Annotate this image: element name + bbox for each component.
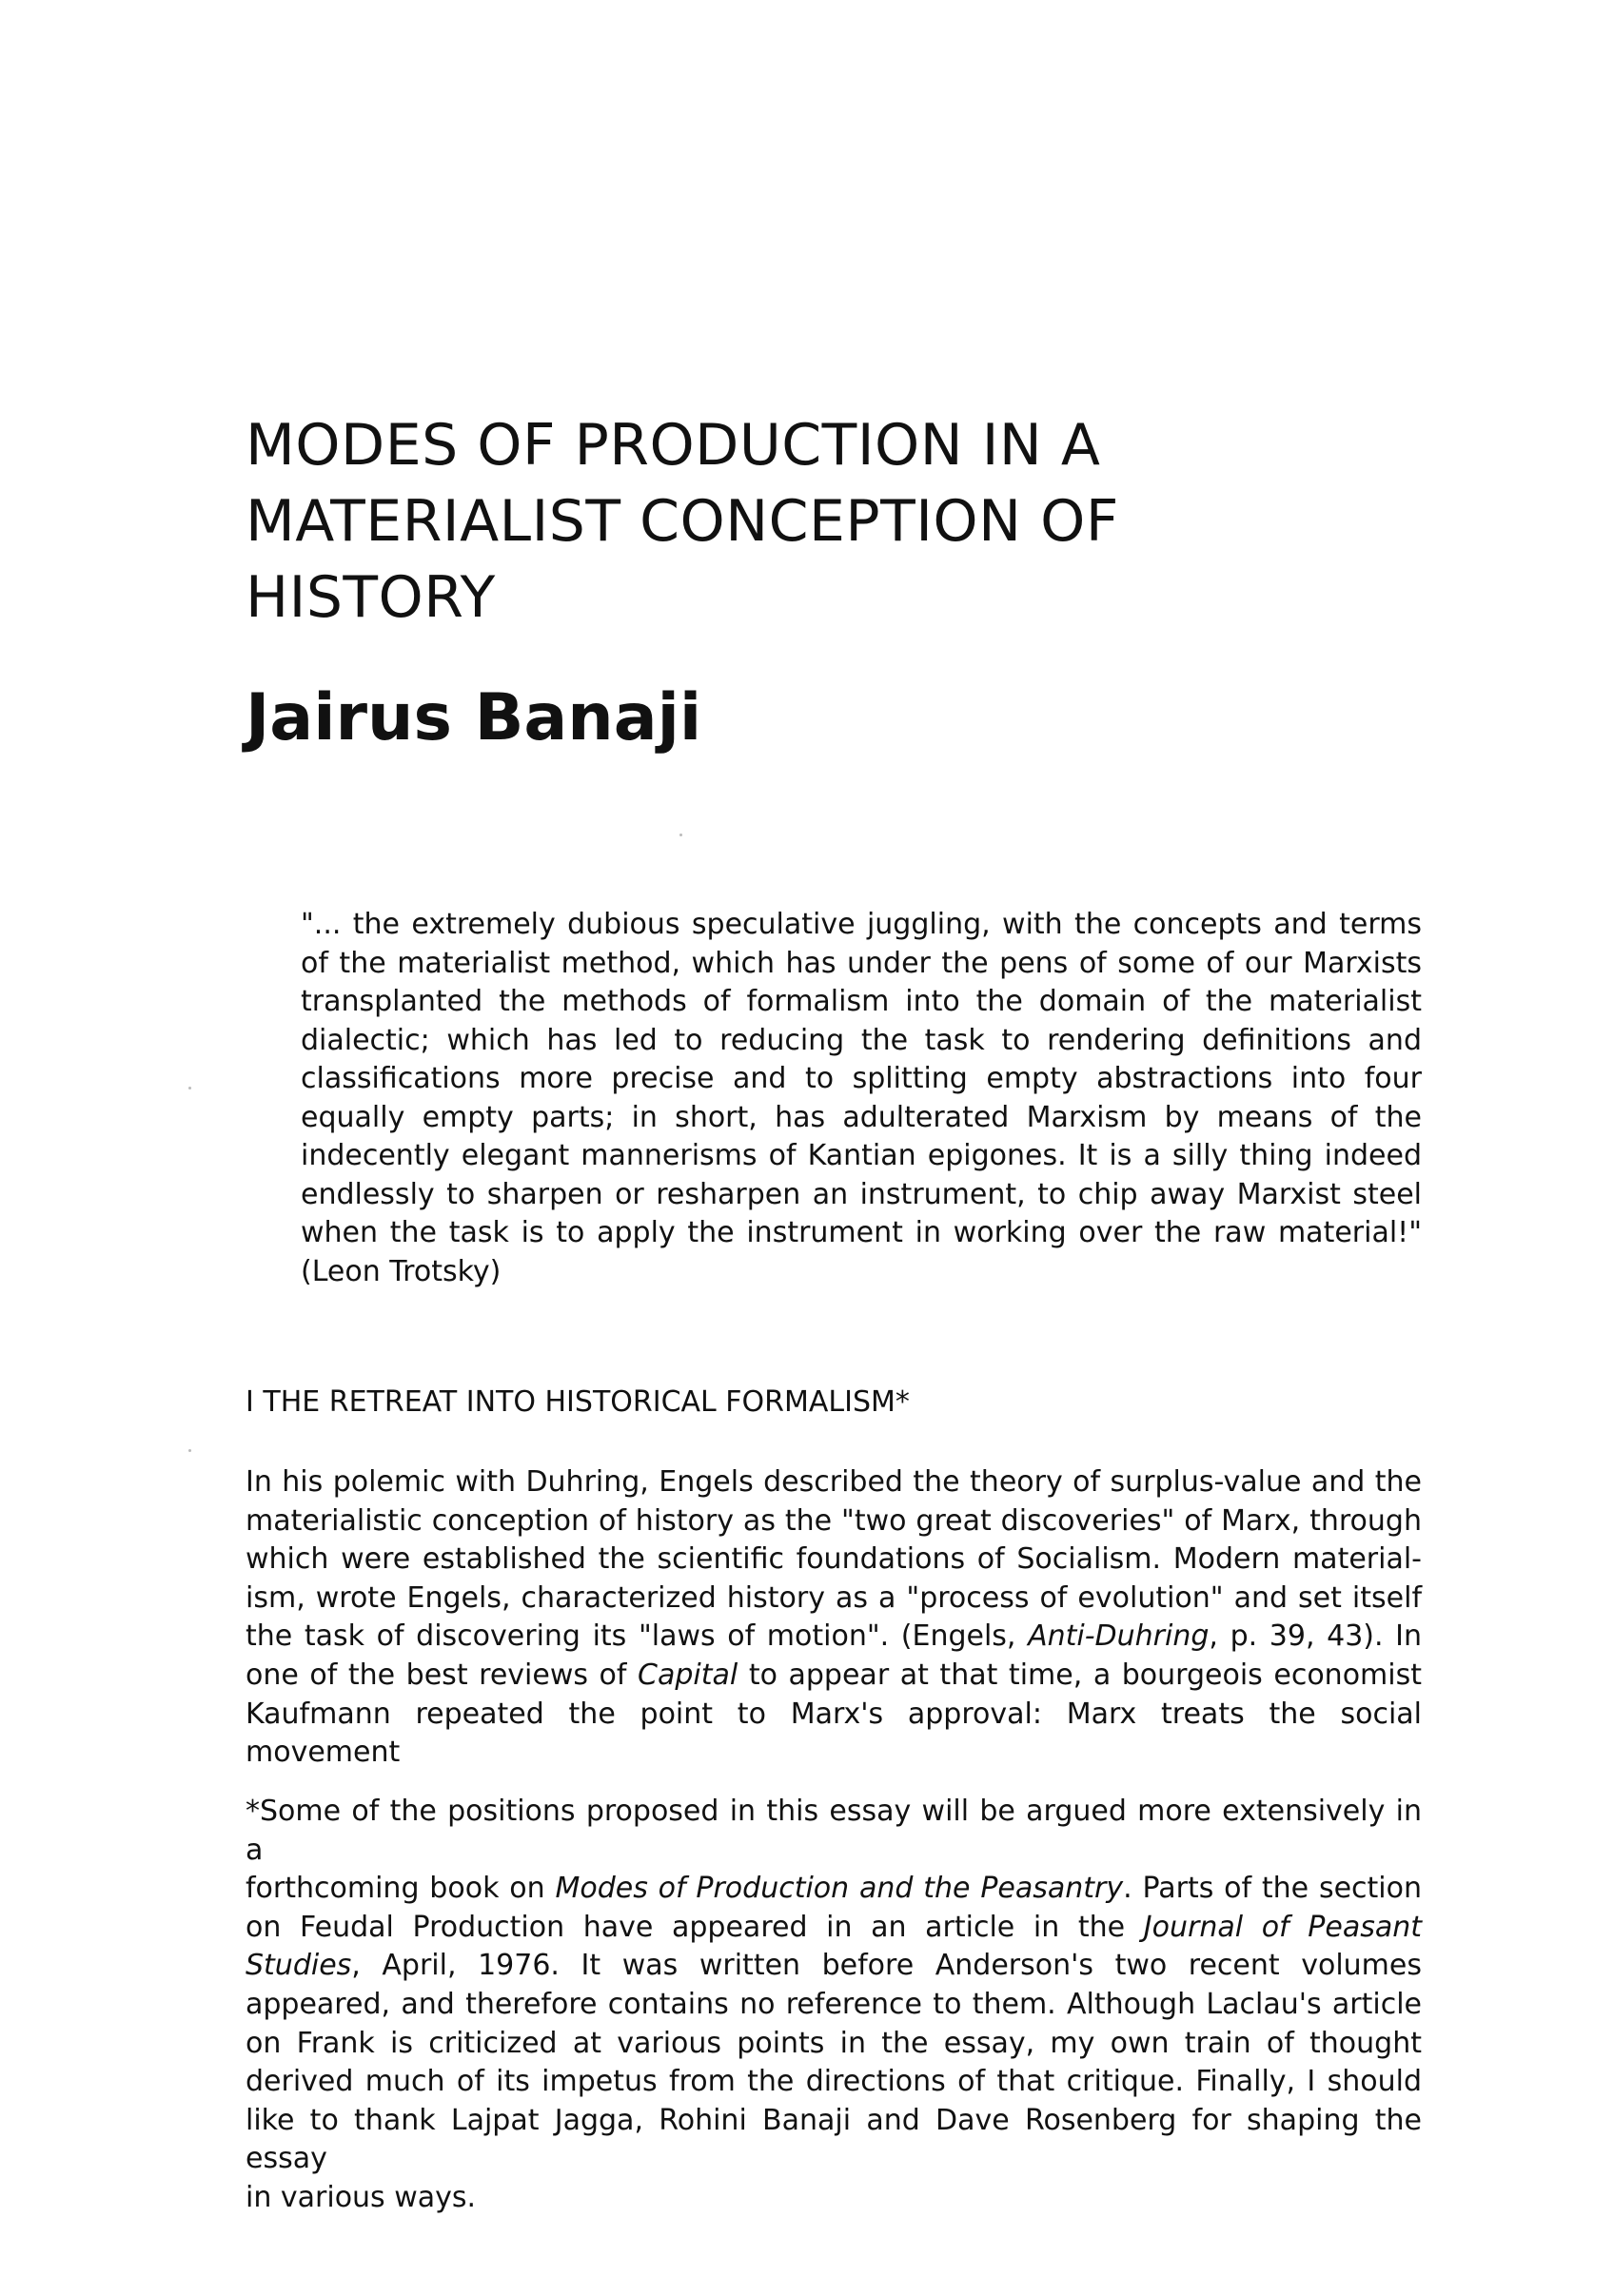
body-paragraph [246,1463,1422,1773]
footnote-line: in various ways. [246,2180,477,2214]
body-line: In his polemic with Duhring, Engels described the theory of surplus-value and the [246,1465,1422,1499]
footnote-line: like to thank Lajpat Jagga, Rohini Banaji and Dave Rosenberg for shaping the essay [246,2103,1422,2176]
body-text-run: to appear at that time, a bourgeois economist [738,1658,1422,1692]
book-title: Anti-Duhring [1028,1619,1210,1654]
epigraph-line: of the materialist method, which has under the pens of some of our Marxists [301,946,1422,980]
scan-speck [188,1449,191,1452]
footnote-line [246,1870,1422,1909]
footnote-line: *Some of the positions proposed in this essay will be argued more extensively in a [246,1795,1422,1867]
scan-speck [679,834,682,836]
body-text-run: one of the best reviews of [246,1658,639,1692]
body-text-run: the task of discovering its "laws of motion". (Engels, [246,1619,1029,1654]
epigraph-line: endlessly to sharpen or resharpen an instrument, to chip away Marxist steel [301,1177,1422,1211]
section-heading: I THE RETREAT INTO HISTORICAL FORMALISM* [246,1385,910,1419]
journal-title: Journal of Peasant [1143,1910,1422,1944]
book-title: Modes of Production and the Peasantry [555,1872,1124,1906]
title-line: MATERIALIST CONCEPTION OF [246,488,1119,555]
footnote-line: on Frank is criticized at various points in the essay, my own train of thought [246,2026,1422,2060]
epigraph-line: when the task is to apply the instrument in working over the raw material!" [301,1216,1422,1249]
epigraph-line: "... the extremely dubious speculative juggling, with the concepts and terms [301,908,1422,941]
article-title [246,407,1388,636]
body-text-run: , p. 39, 43). In [1209,1619,1423,1654]
footnote [246,1793,1422,2218]
footnote-line: derived much of its impetus from the directions of that critique. Finally, I should [246,2065,1422,2099]
epigraph-line: indecently elegant mannerisms of Kantian epigones. It is a silly thing indeed [301,1139,1422,1172]
footnote-text-run: , April, 1976. It was written before Anderson's two recent volumes [351,1949,1422,1983]
body-line: which were established the scientific foundations of Socialism. Modern material- [246,1542,1422,1577]
body-line: materialistic conception of history as the "two great discoveries" of Marx, through [246,1503,1422,1538]
title-line: MODES OF PRODUCTION IN A [246,412,1101,479]
epigraph-line: classifications more precise and to splitting empty abstractions into four [301,1062,1422,1095]
epigraph-attribution: (Leon Trotsky) [301,1254,502,1288]
journal-title: Studies [246,1949,352,1983]
title-line: HISTORY [246,564,496,631]
footnote-line [246,1909,1422,1948]
author-name: Jairus Banaji [246,680,702,756]
epigraph-line: dialectic; which has led to reducing the task to rendering definitions and [301,1023,1422,1057]
footnote-line [246,1947,1422,1986]
scan-speck [188,1087,191,1089]
epigraph-line: equally empty parts; in short, has adulterated Marxism by means of the [301,1100,1422,1134]
epigraph-line: transplanted the methods of formalism into the domain of the materialist [301,985,1422,1018]
footnote-text-run: . Parts of the section [1123,1872,1422,1906]
footnote-text-run: forthcoming book on [246,1872,556,1906]
body-line: Kaufmann repeated the point to Marx's approval: Marx treats the social movement [246,1697,1422,1770]
epigraph [301,906,1422,1291]
footnote-line: appeared, and therefore contains no reference to them. Although Laclau's article [246,1987,1422,2021]
body-line [246,1618,1422,1657]
book-title: Capital [638,1658,738,1692]
body-line: ism, wrote Engels, characterized history as a "process of evolution" and set itself [246,1580,1422,1615]
footnote-text-run: on Feudal Production have appeared in an article in the [246,1910,1144,1944]
body-line [246,1657,1422,1696]
